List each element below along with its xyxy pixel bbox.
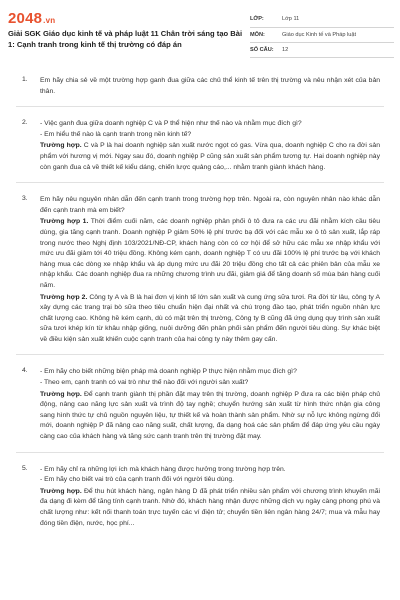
- logo-suffix: .vn: [43, 16, 56, 25]
- divider: [16, 106, 384, 107]
- case-text: Để cạnh tranh giành thị phần đặt may trên thị trường, doanh nghiệp P đưa ra các biện pháp chủ động, nâng cao năng lực sản xuất và trình độ tay nghề; chuyển hướng sản xuất từ hình thức nhận gia công sang hình thức tự chủ nguồn nguyên liệu, tự thiết kế và hoàn thành sản phẩm. Nhờ sự nỗ lực không ngừng đổi mới, doanh nghiệp P đã nâng cao năng suất, chất lượng, đa dạng hoá các sản phẩm để đáp ứng yêu cầu ngày càng cao của khách hàng và tăng sức cạnh tranh trên thị trường đặt may.: [40, 390, 380, 441]
- question-text: - Em hiểu thế nào là cạnh tranh trong nền kinh tế?: [40, 130, 192, 138]
- meta-value: 12: [282, 42, 394, 57]
- question-item: [0, 195, 400, 345]
- question-text: - Việc ganh đua giữa doanh nghiệp C và P thể hiện như thế nào và nhằm mục đích gì?: [40, 120, 302, 128]
- case-paragraph: [40, 141, 380, 173]
- meta-row-class: [250, 12, 394, 27]
- question-item: [0, 119, 400, 173]
- case-text: Công ty A và B là hai đơn vị kinh tế lớn sản xuất và cung ứng sữa tươi. Ra đời từ lâu, công ty A xây dựng các trang trại bò sữa theo tiêu chuẩn hiện đại nhất và chú trọng đào tạo, phát triển nguồn nhân lực chất lượng cao. Không hề kém cạnh, dù có mặt trên thị trường, Công ty B cũng đã ứng dụng quy trình sản xuất sữa tươi khép kín từ khâu nhập giống, nuôi dưỡng đến phân phối sản phẩm đến người tiêu dùng. Sự khác biệt về điều kiện sản xuất khiến cuộc cạnh tranh của hai công ty này thêm gay cấn.: [40, 293, 380, 343]
- question-number: 5.: [22, 464, 28, 472]
- divider: [16, 182, 384, 183]
- case-paragraph: [40, 217, 380, 291]
- case-label: Trường hợp.: [40, 390, 82, 398]
- case-paragraph: [40, 390, 380, 443]
- meta-value: Giáo dục Kinh tế và Pháp luật: [282, 27, 394, 42]
- meta-label: SỐ CÂU:: [250, 42, 282, 57]
- meta-row-subject: [250, 27, 394, 42]
- case-label: Trường hợp 1.: [40, 218, 89, 226]
- question-number: 3.: [22, 195, 28, 203]
- divider: [16, 354, 384, 355]
- case-label: Trường hợp.: [40, 142, 82, 150]
- case-text: Thời điểm cuối năm, các doanh nghiệp phân phối ô tô đưa ra các ưu đãi nhằm kích cầu tiêu dùng, gia tăng cạnh tranh. Doanh nghiệp P giảm 50% lệ phí trước bạ đối với các mẫu xe ô tô sản xuất, lắp ráp trong nước theo Nghị định 103/2021/NĐ-CP, khách hàng còn có cơ hội để sở hữu các mẫu xe nhập khẩu với mức ưu đãi giảm tới 40 triệu đồng. Không kém cạnh, doanh nghiệp T có ưu đãi 100% lệ phí trước bạ với khách hàng mua các dòng xe nhập khẩu và áp dụng mức ưu đãi 20 triệu đồng cho tất cả các phiên bản của mẫu xe nhập khẩu. Các doanh nghiệp đua ra những chương trình ưu đãi, giảm giá để tăng doanh số mùa bán hàng cuối năm.: [40, 218, 380, 289]
- case-text: Để thu hút khách hàng, ngân hàng D đã phát triển nhiều sản phẩm với chương trình khuyến mãi đa dạng đi kèm để tăng tính cạnh tranh. Nhờ đó, khách hàng nhận được những dịch vụ ngày càng phong phú và chất lượng như: kết nối thanh toán trực tuyến các ví điện tử; chuyển tiền liên ngân hàng 24/7; mua và mẫu hay đóng tiền điện, nước, học phí...: [40, 487, 380, 527]
- question-text: Em hãy nêu nguyên nhân dẫn đến cạnh tranh trong trường hợp trên. Ngoài ra, còn nguyên nhân nào khác dẫn đến cạnh tranh mà em biết?: [40, 196, 380, 214]
- meta-table: [250, 12, 394, 58]
- meta-label: LỚP:: [250, 12, 282, 27]
- case-paragraph: [40, 293, 380, 346]
- question-text: - Em hãy cho biết vai trò của cạnh tranh đối với người tiêu dùng.: [40, 476, 235, 484]
- question-item: [0, 367, 400, 442]
- divider: [16, 452, 384, 453]
- meta-label: MÔN:: [250, 27, 282, 42]
- case-label: Trường hợp.: [40, 487, 82, 495]
- question-number: 1.: [22, 76, 28, 83]
- question-text: - Em hãy chỉ ra những lợi ích mà khách hàng được hưởng trong trường hợp trên.: [40, 465, 286, 473]
- case-text: C và P là hai doanh nghiệp sản xuất nước ngọt có gas. Vừa qua, doanh nghiệp C cho ra đời sản phẩm với hương vị mới. Ngay sau đó, doanh nghiệp P cũng sản xuất sản phẩm tương tự. Hai doanh nghiệp này còn ganh đua cả về thiết kế kiểu dáng, chiến lược quảng cáo,... nhằm tranh giành khách hàng.: [40, 142, 380, 171]
- meta-value: Lớp 11: [282, 12, 394, 27]
- question-item: [0, 76, 400, 97]
- site-logo[interactable]: [8, 10, 55, 27]
- question-number: 4.: [22, 367, 28, 375]
- document-title: Giải SGK Giáo dục kinh tế và pháp luật 11 Chân trời sáng tạo Bài 1: Cạnh tranh trong kinh tế thị trường có đáp án: [8, 29, 243, 49]
- question-item: [0, 465, 400, 530]
- case-paragraph: [40, 487, 380, 529]
- meta-row-count: [250, 42, 394, 57]
- logo-main: 2048: [8, 10, 43, 27]
- question-text: - Theo em, cạnh tranh có vai trò như thế nào đối với người sản xuất?: [40, 379, 249, 387]
- question-list: [0, 76, 400, 529]
- page-header: [0, 0, 400, 64]
- case-label: Trường hợp 2.: [40, 293, 88, 301]
- question-text: Em hãy chia sẻ về một trường hợp ganh đua giữa các chủ thể kinh tế trên thị trường và nêu nhận xét của bản thân.: [40, 77, 380, 95]
- question-number: 2.: [22, 119, 28, 127]
- question-text: - Em hãy cho biết những biện pháp mà doanh nghiệp P thực hiện nhằm mục đích gì?: [40, 368, 297, 376]
